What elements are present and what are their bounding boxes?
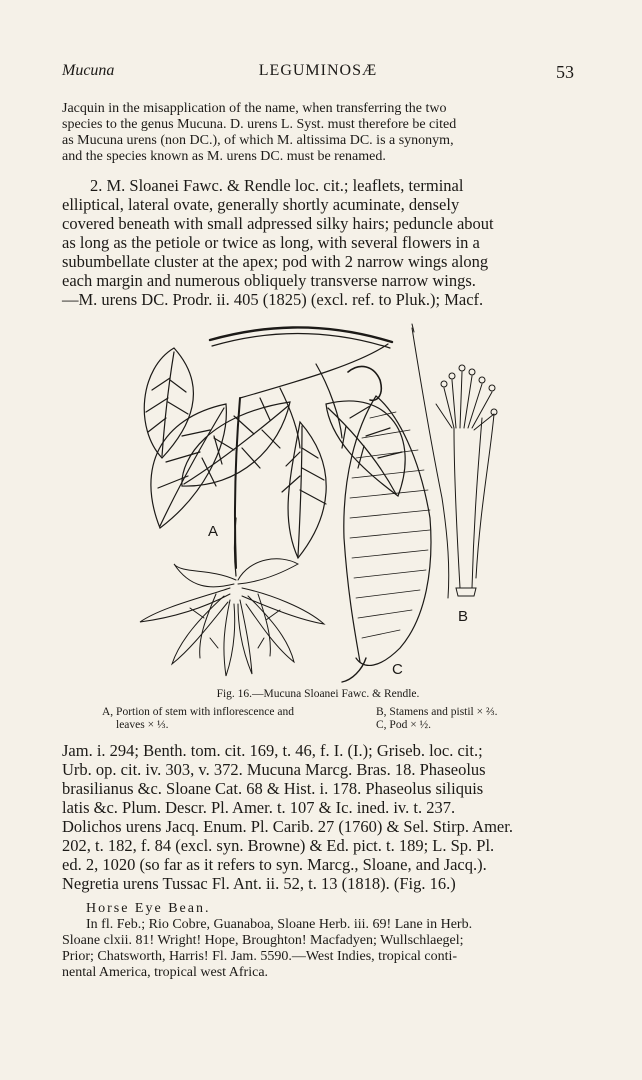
text-line: brasilianus &c. Sloane Cat. 68 & Hist. i. 178. Phaseolus siliquis [62, 779, 484, 798]
caption-line: leaves × ⅓. [116, 719, 169, 731]
text-line: 202, t. 182, f. 84 (excl. syn. Browne) & Ed. pict. t. 189; L. Sp. Pl. [62, 836, 495, 855]
caption-line: C, Pod × ½. [376, 719, 432, 731]
figure-label-b: B [458, 608, 469, 625]
header-genus: Mucuna [62, 62, 115, 79]
text-line: —M. urens DC. Prodr. ii. 405 (1825) (excl. ref. to Pluk.); Macf. [62, 290, 484, 309]
text-line: elliptical, lateral ovate, generally shortly acuminate, densely [62, 195, 460, 214]
mucuna-drawing [130, 318, 510, 686]
synonymy-paragraph [62, 741, 574, 893]
specimens-paragraph [62, 901, 574, 981]
text-line: Urb. op. cit. iv. 303, v. 372. Mucuna Marcg. Bras. 18. Phaseolus [62, 760, 486, 779]
text-line: Prior; Chatsworth, Harris! Fl. Jam. 5590.—West Indies, tropical conti- [62, 949, 458, 964]
text-line: Dolichos urens Jacq. Enum. Pl. Carib. 27 (1760) & Sel. Stirp. Amer. [62, 817, 513, 836]
species-paragraph [62, 176, 574, 309]
running-header [62, 62, 574, 84]
text-line: ed. 2, 1020 (so far as it refers to syn. Marcg., Sloane, and Jacq.). [62, 855, 487, 874]
text-line: subumbellate cluster at the apex; pod with 2 narrow wings along [62, 252, 489, 271]
intro-paragraph [62, 101, 574, 165]
text-line: Negretia urens Tussac Fl. Ant. ii. 52, t. 13 (1818). (Fig. 16.) [62, 874, 456, 893]
text-line: nental America, tropical west Africa. [62, 965, 269, 980]
caption-line: A, Portion of stem with inflorescence and [102, 706, 294, 718]
text-line: each margin and numerous obliquely transverse narrow wings. [62, 271, 476, 290]
text-line: species to the genus Mucuna. D. urens L. Syst. must therefore be cited [62, 117, 457, 132]
text-line: Jacquin in the misapplication of the name, when transferring the two [62, 101, 447, 116]
text-line: as long as the petiole or twice as long, with several flowers in a [62, 233, 480, 252]
text-line: latis &c. Plum. Descr. Pl. Amer. t. 107 & Ic. ined. iv. t. 237. [62, 798, 456, 817]
text-line: and the species known as M. urens DC. must be renamed. [62, 149, 386, 164]
text-line: Jam. i. 294; Benth. tom. cit. 169, t. 46, f. I. (I.); Griseb. loc. cit.; [62, 741, 483, 760]
text-line: covered beneath with small adpressed silky hairs; peduncle about [62, 214, 494, 233]
figure-caption-left [102, 706, 294, 732]
text-line: In fl. Feb.; Rio Cobre, Guanaboa, Sloane Herb. iii. 69! Lane in Herb. [86, 917, 473, 932]
common-name: Horse Eye Bean. [86, 901, 211, 916]
header-family: LEGUMINOSÆ [258, 62, 378, 79]
text-line: 2. M. Sloanei Fawc. & Rendle loc. cit.; leaflets, terminal [90, 176, 464, 195]
caption-line: B, Stamens and pistil × ⅔. [376, 706, 498, 718]
text-line: as Mucuna urens (non DC.), of which M. altissima DC. is a synonym, [62, 133, 454, 148]
page-number: 53 [556, 62, 574, 82]
botanical-illustration [130, 318, 510, 686]
figure-label-a: A [208, 523, 219, 540]
text-line: Sloane clxii. 81! Wright! Hope, Broughton! Macfadyen; Wullschlaegel; [62, 933, 464, 948]
figure-caption-title: Fig. 16.—Mucuna Sloanei Fawc. & Rendle. [216, 688, 420, 700]
figure-label-c: C [392, 661, 403, 678]
figure-caption-right [376, 706, 498, 732]
